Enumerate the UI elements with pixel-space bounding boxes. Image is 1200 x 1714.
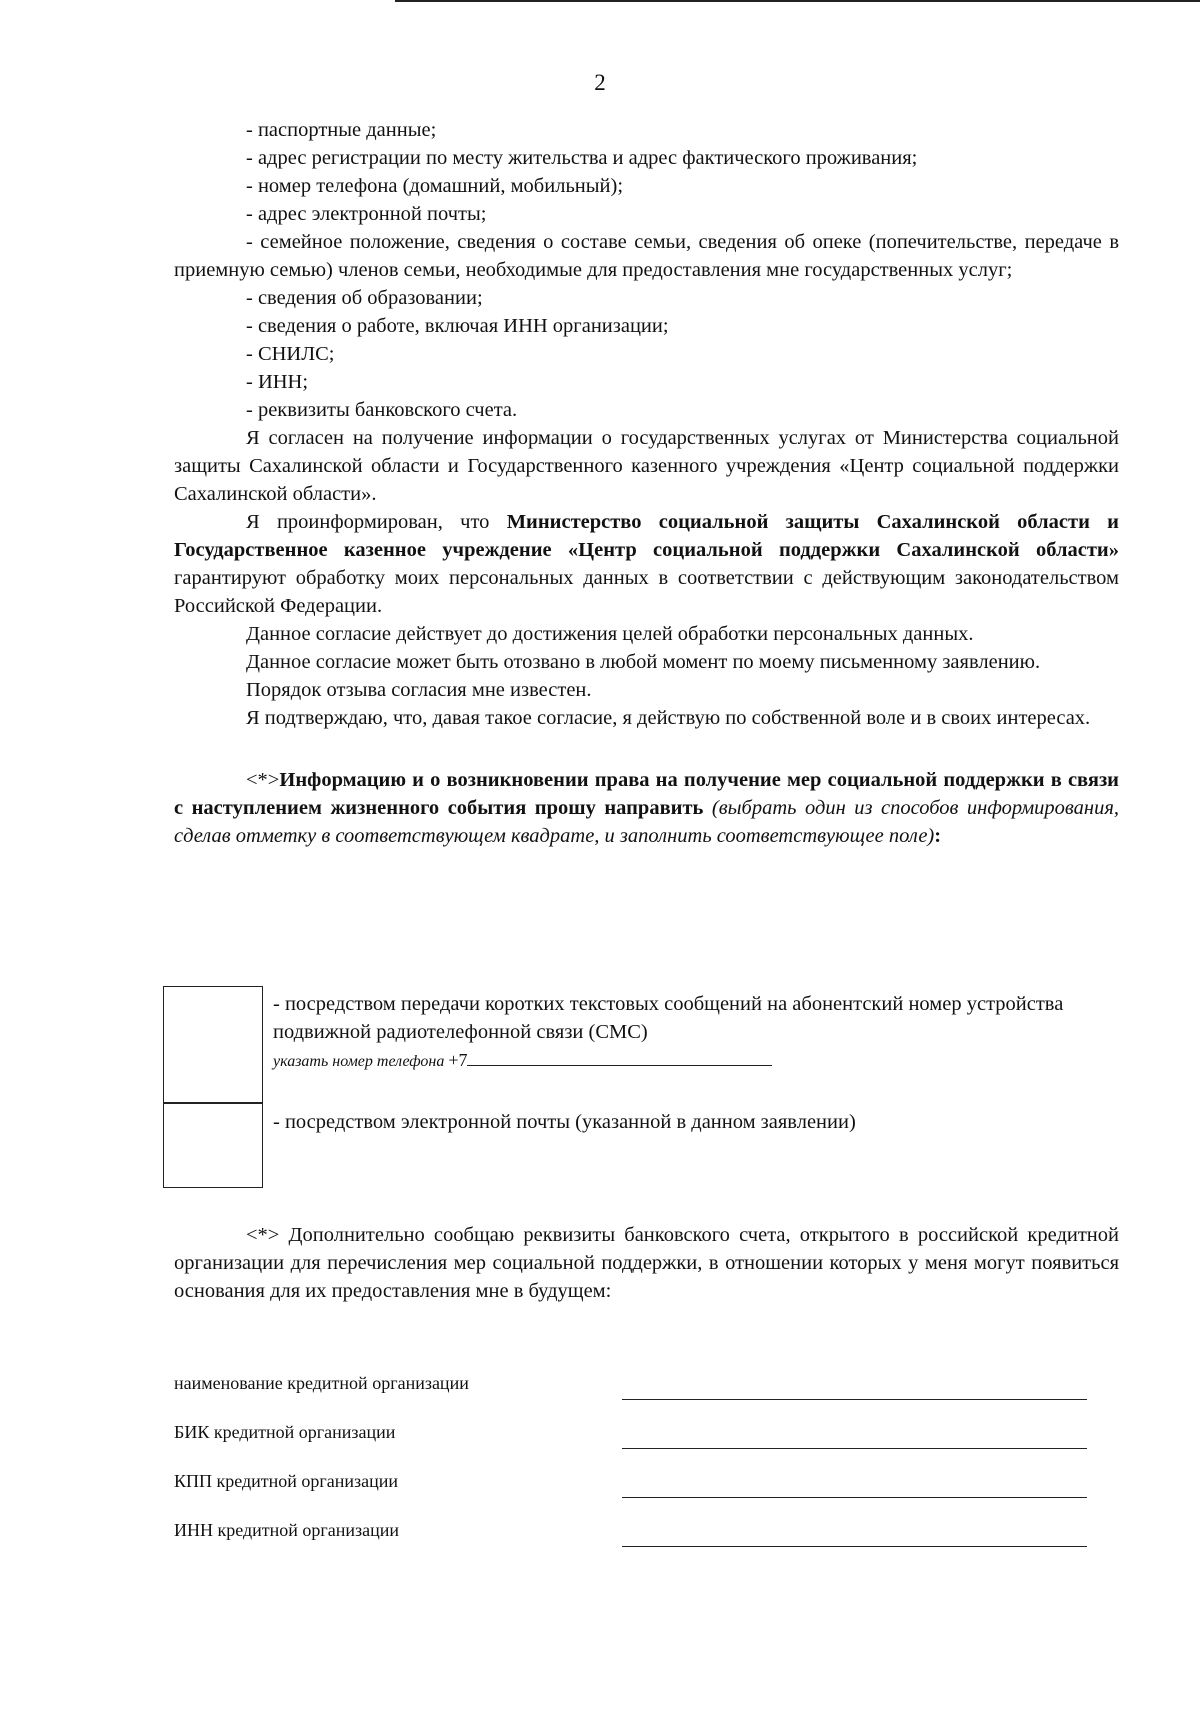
top-rule xyxy=(395,0,1200,2)
list-item: - реквизиты банковского счета. xyxy=(246,399,518,421)
procedure-paragraph: Порядок отзыва согласия мне известен. xyxy=(246,679,592,701)
list-item: - номер телефона (домашний, мобильный); xyxy=(246,175,624,197)
list-item: - ИНН; xyxy=(246,371,309,393)
bank-field-label: наименование кредитной организации xyxy=(174,1373,469,1393)
validity-paragraph: Данное согласие действует до достижения целей обработки персональных данных. xyxy=(246,623,974,645)
bank-row-name xyxy=(174,1373,1114,1413)
bank-inn-input[interactable] xyxy=(622,1546,1087,1547)
bank-field-label: БИК кредитной организации xyxy=(174,1422,396,1442)
bank-row-bik xyxy=(174,1422,1114,1462)
bank-kpp-input[interactable] xyxy=(622,1497,1087,1498)
confirm-paragraph: Я подтверждаю, что, давая такое согласие, я действую по собственной воле и в своих интересах. xyxy=(246,707,1091,729)
notify-request: Информацию и о возникновении права на получение мер социальной поддержки в связи с наступлением жизненного события прошу направить xyxy=(174,769,1119,819)
sms-checkbox[interactable] xyxy=(163,986,263,1104)
list-item: - паспортные данные; xyxy=(246,119,437,141)
bank-row-kpp xyxy=(174,1471,1114,1511)
consent-info-paragraph: Я согласен на получение информации о государственных услугах от Министерства социальной защиты Сахалинской области и Государственного казенного учреждения «Центр социальной поддержки Сахалинской области». xyxy=(174,427,1119,505)
notify-marker: <*> xyxy=(246,769,280,791)
informed-prefix: Я проинформирован, что xyxy=(246,511,507,533)
list-item: - сведения об образовании; xyxy=(246,287,483,309)
notify-paragraph xyxy=(174,766,1119,850)
revocable-paragraph: Данное согласие может быть отозвано в любой момент по моему письменному заявлению. xyxy=(246,651,1041,673)
list-item: - адрес регистрации по месту жительства и адрес фактического проживания; xyxy=(246,147,918,169)
bank-bik-input[interactable] xyxy=(622,1448,1087,1449)
list-item-family: - семейное положение, сведения о составе семьи, сведения об опеке (попечительстве, передаче в приемную семью) членов семьи, необходимые для предоставления мне государственных услуг; xyxy=(174,231,1119,281)
list-item: - СНИЛС; xyxy=(246,343,335,365)
bank-name-input[interactable] xyxy=(622,1399,1087,1400)
notify-colon: : xyxy=(934,825,942,847)
phone-input[interactable] xyxy=(467,1047,772,1066)
phone-line xyxy=(273,1046,1119,1076)
option-email-label: - посредством электронной почты (указанной в данном заявлении) xyxy=(273,1111,856,1133)
phone-prompt: указать номер телефона xyxy=(273,1053,445,1070)
phone-prefix: +7 xyxy=(448,1050,468,1070)
bank-intro: <*> Дополнительно сообщаю реквизиты банковского счета, открытого в российской кредитной организации для перечисления мер социальной поддержки, в отношении которых у меня могут появиться основания для их предоставления мне в будущем: xyxy=(174,1223,1119,1302)
email-checkbox[interactable] xyxy=(163,1102,263,1188)
notification-options xyxy=(163,986,1119,1186)
list-item: - сведения о работе, включая ИНН организации; xyxy=(246,315,669,337)
informed-paragraph xyxy=(174,508,1119,620)
bank-field-label: КПП кредитной организации xyxy=(174,1471,399,1491)
bank-field-label: ИНН кредитной организации xyxy=(174,1520,400,1540)
informed-suffix: гарантируют обработку моих персональных данных в соответствии с действующим законодательством Российской Федерации. xyxy=(174,567,1119,617)
page-number: 2 xyxy=(594,70,606,95)
document-body xyxy=(174,116,1119,850)
option-sms xyxy=(273,990,1119,1076)
informed-institutions: Министерство социальной защиты Сахалинской области и Государственное казенное учреждение «Центр социальной поддержки Сахалинской области» xyxy=(174,511,1119,561)
option-sms-label: - посредством передачи коротких текстовых сообщений на абонентский номер устройства подвижной радиотелефонной связи (СМС) xyxy=(273,993,1064,1043)
bank-intro-block xyxy=(174,1200,1119,1325)
list-item: - адрес электронной почты; xyxy=(246,203,487,225)
bank-row-inn xyxy=(174,1520,1114,1560)
notify-instruction: (выбрать один из способов информирования, сделав отметку в соответствующем квадрате, и заполнить соответствующее поле) xyxy=(174,797,1120,847)
